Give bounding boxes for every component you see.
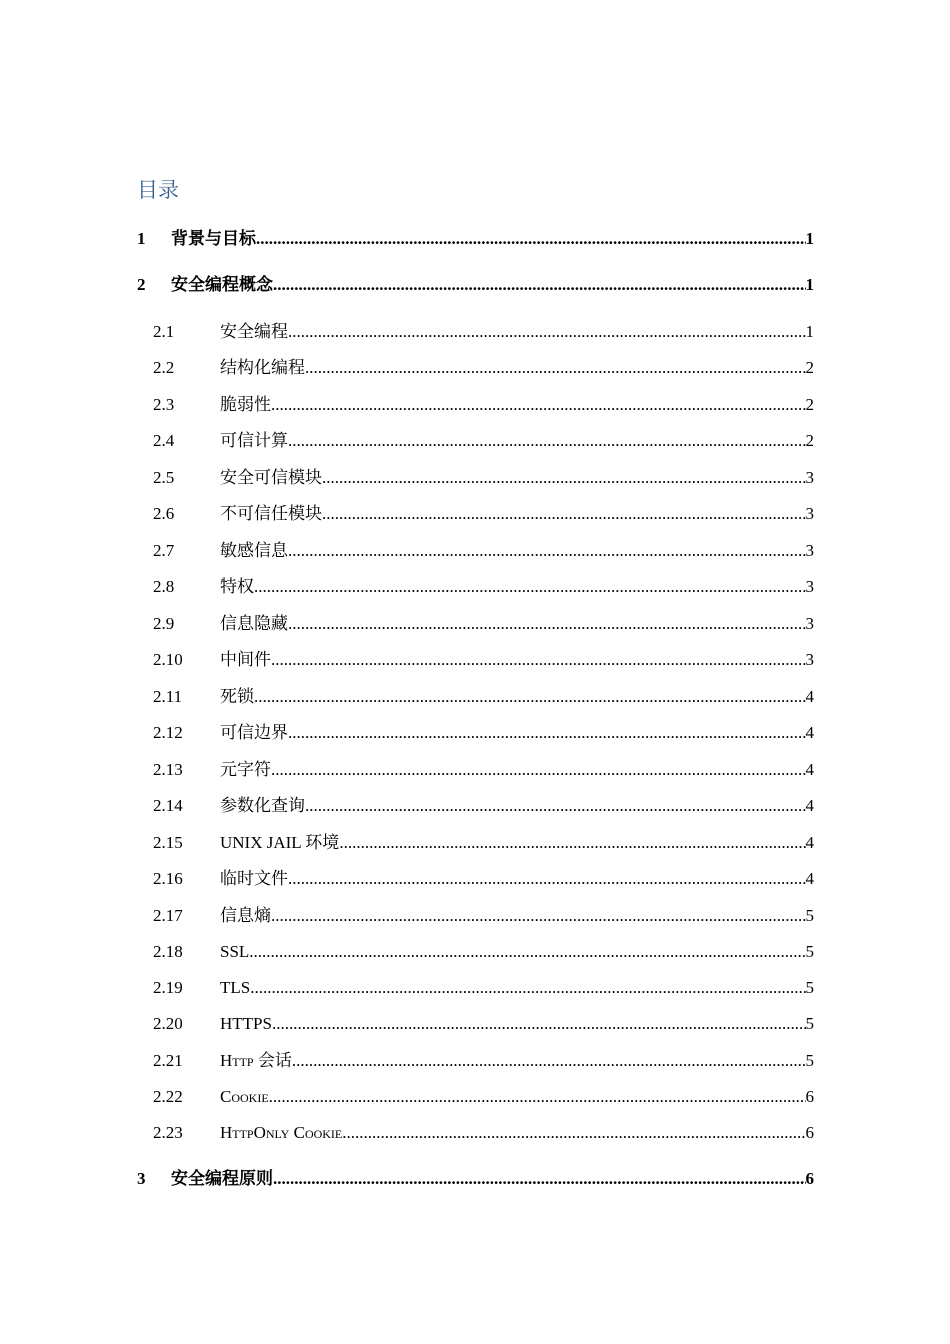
toc-entry-page: 4 <box>805 723 814 742</box>
toc-entry-number: 2.22 <box>153 1087 183 1106</box>
toc-entry-label: SSL <box>220 942 250 961</box>
toc-entry-label: UNIX JAIL 环境 <box>220 833 340 852</box>
toc-entry[interactable] <box>153 686 814 708</box>
toc-leader-dots <box>271 759 806 781</box>
toc-entry-page: 5 <box>805 978 814 997</box>
toc-leader-dots <box>339 832 805 854</box>
toc-entry-number: 2.9 <box>153 614 175 633</box>
toc-entry-number: 2.19 <box>153 978 183 997</box>
toc-entry-label: 死锁 <box>220 687 254 706</box>
toc-entry[interactable] <box>153 394 814 416</box>
toc-leader-dots <box>288 722 806 744</box>
toc-entry-label: 安全编程概念 <box>171 275 273 294</box>
toc-entry[interactable] <box>153 1086 814 1108</box>
toc-leader-dots <box>269 1086 806 1108</box>
toc-leader-dots <box>292 1050 806 1072</box>
toc-leader-dots <box>288 321 806 343</box>
toc-entry-number: 2.2 <box>153 358 175 377</box>
toc-entry-number: 2 <box>137 275 146 294</box>
toc-entry-page: 3 <box>805 468 814 487</box>
toc-leader-dots <box>322 467 806 489</box>
toc-leader-dots <box>271 905 806 927</box>
toc-entry-number: 2.12 <box>153 723 183 742</box>
toc-entry[interactable] <box>137 228 814 250</box>
toc-entry-page: 6 <box>805 1169 814 1188</box>
toc-entry-label: TLS <box>220 978 251 997</box>
toc-entry-number: 2.4 <box>153 431 175 450</box>
toc-entry-number: 2.23 <box>153 1123 183 1142</box>
toc-entry-page: 3 <box>805 541 814 560</box>
toc-entry-page: 3 <box>805 504 814 523</box>
toc-entry-label: 可信边界 <box>220 723 288 742</box>
toc-entry-label: 安全编程 <box>220 322 288 341</box>
toc-entry[interactable] <box>153 576 814 598</box>
toc-entry[interactable] <box>137 274 814 296</box>
toc-leader-dots <box>305 795 806 817</box>
toc-leader-dots <box>288 868 806 890</box>
toc-entry-number: 2.13 <box>153 760 183 779</box>
toc-entry-page: 5 <box>805 1014 814 1033</box>
toc-entry-label: 参数化查询 <box>220 796 305 815</box>
toc-entry-number: 2.3 <box>153 395 175 414</box>
toc-entry-label: HTTPS <box>220 1014 272 1033</box>
toc-leader-dots <box>273 274 806 296</box>
toc-entry[interactable] <box>153 905 814 927</box>
toc-entry-label: 可信计算 <box>220 431 288 450</box>
toc-entry[interactable] <box>153 1122 814 1144</box>
toc-entry-page: 4 <box>805 833 814 852</box>
toc-entry-number: 3 <box>137 1169 146 1188</box>
toc-leader-dots <box>288 613 806 635</box>
toc-entry[interactable] <box>153 941 814 963</box>
toc-entry-page: 3 <box>805 614 814 633</box>
toc-leader-dots <box>271 649 806 671</box>
toc-leader-dots <box>250 977 805 999</box>
toc-entry[interactable] <box>153 1013 814 1035</box>
toc-leader-dots <box>256 228 806 250</box>
toc-entry-number: 2.8 <box>153 577 175 596</box>
toc-entry-page: 4 <box>805 796 814 815</box>
toc-entry-label: 安全编程原则 <box>171 1169 273 1188</box>
toc-entry-number: 2.7 <box>153 541 175 560</box>
toc-leader-dots <box>322 503 806 525</box>
toc-entry[interactable] <box>153 357 814 379</box>
toc-title: 目录 <box>137 178 179 202</box>
toc-leader-dots <box>288 540 806 562</box>
toc-entry-label: HttpOnly Cookie <box>220 1123 343 1142</box>
toc-entry[interactable] <box>153 613 814 635</box>
toc-entry-label: 不可信任模块 <box>220 504 322 523</box>
toc-entry[interactable] <box>153 759 814 781</box>
toc-entry-page: 4 <box>805 687 814 706</box>
toc-entry-label: 背景与目标 <box>171 229 256 248</box>
toc-leader-dots <box>272 1013 806 1035</box>
toc-entry-page: 6 <box>805 1087 814 1106</box>
toc-entry-label: 信息熵 <box>220 906 271 925</box>
toc-leader-dots <box>273 1168 806 1190</box>
toc-entry-page: 3 <box>805 577 814 596</box>
toc-entry-number: 2.16 <box>153 869 183 888</box>
toc-entry-label: 信息隐藏 <box>220 614 288 633</box>
toc-entry-number: 2.6 <box>153 504 175 523</box>
toc-entry[interactable] <box>153 795 814 817</box>
toc-entry-label: 中间件 <box>220 650 271 669</box>
toc-leader-dots <box>254 686 806 708</box>
toc-entry-label: 特权 <box>220 577 254 596</box>
toc-entry[interactable] <box>153 503 814 525</box>
toc-entry[interactable] <box>153 430 814 452</box>
toc-leader-dots <box>305 357 806 379</box>
toc-entry-page: 2 <box>805 395 814 414</box>
toc-entry-number: 2.17 <box>153 906 183 925</box>
toc-leader-dots <box>249 941 805 963</box>
toc-entry[interactable] <box>153 649 814 671</box>
toc-entry-page: 1 <box>805 322 814 341</box>
toc-entry-page: 2 <box>805 358 814 377</box>
toc-leader-dots <box>271 394 806 416</box>
toc-entry-page: 5 <box>805 942 814 961</box>
toc-entry-label: Cookie <box>220 1087 269 1106</box>
toc-entry-page: 2 <box>805 431 814 450</box>
toc-entry[interactable] <box>153 540 814 562</box>
toc-entry-page: 3 <box>805 650 814 669</box>
toc-entry-page: 4 <box>805 760 814 779</box>
toc-entry[interactable] <box>153 1050 814 1072</box>
toc-leader-dots <box>254 576 806 598</box>
toc-entry-number: 2.20 <box>153 1014 183 1033</box>
toc-entry-page: 4 <box>805 869 814 888</box>
toc-entry-number: 2.14 <box>153 796 183 815</box>
toc-entry[interactable] <box>153 467 814 489</box>
toc-entry[interactable] <box>153 321 814 343</box>
toc-entry[interactable] <box>153 722 814 744</box>
toc-leader-dots <box>288 430 806 452</box>
toc-entry-number: 2.10 <box>153 650 183 669</box>
toc-entry-page: 6 <box>805 1123 814 1142</box>
toc-leader-dots <box>342 1122 805 1144</box>
toc-entry-label: 脆弱性 <box>220 395 271 414</box>
toc-entry-number: 2.11 <box>153 687 183 706</box>
toc-entry-page: 5 <box>805 1051 814 1070</box>
toc-entry-number: 2.15 <box>153 833 183 852</box>
toc-entry-number: 1 <box>137 229 146 248</box>
toc-entry-label: 结构化编程 <box>220 358 305 377</box>
toc-entry-page: 5 <box>805 906 814 925</box>
toc-entry-label: Http 会话 <box>220 1051 292 1070</box>
toc-entry[interactable] <box>153 868 814 890</box>
toc-entry-label: 临时文件 <box>220 869 288 888</box>
toc-entry-number: 2.1 <box>153 322 175 341</box>
toc-entry-number: 2.18 <box>153 942 183 961</box>
toc-entry[interactable] <box>137 1168 814 1190</box>
toc-entry-page: 1 <box>805 275 814 294</box>
toc-entry-number: 2.5 <box>153 468 175 487</box>
toc-entry[interactable] <box>153 832 814 854</box>
toc-entry-label: 安全可信模块 <box>220 468 322 487</box>
toc-entry-number: 2.21 <box>153 1051 183 1070</box>
toc-entry-label: 敏感信息 <box>220 541 288 560</box>
toc-entry[interactable] <box>153 977 814 999</box>
toc-entry-label: 元字符 <box>220 760 271 779</box>
toc-entry-page: 1 <box>805 229 814 248</box>
